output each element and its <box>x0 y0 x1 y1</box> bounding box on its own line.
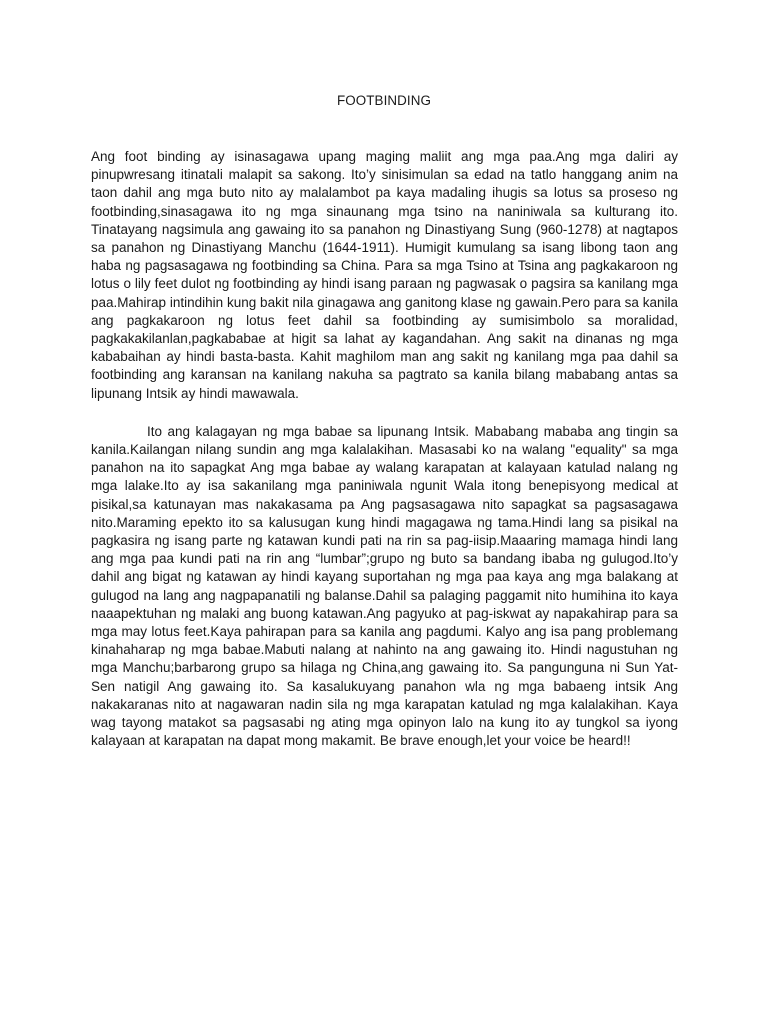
document-body <box>91 148 678 751</box>
document-title: FOOTBINDING <box>336 93 432 108</box>
paragraph-1: Ang foot binding ay isinasagawa upang maging maliit ang mga paa.Ang mga daliri ay pinupwresang itinatali malapit sa sakong. Ito’y sinisimulan sa edad na tatlo hanggang anim na taon dahil ang mga buto nito ay malalambot pa kaya madaling ihugis sa lotus sa proseso ng footbinding,sinasagawa ito ng mga sinaunang mga tsino na naniniwala sa kulturang ito. Tinatayang nagsimula ang gawaing ito sa panahon ng Dinastiyang Sung (960-1278) at nagtapos sa panahon ng Dinastiyang Manchu (1644-1911). Humigit kumulang sa isang libong taon ang haba ng pagsasagawa ng footbinding sa China. Para sa mga Tsino at Tsina ang pagkakaroon ng lotus o lily feet dulot ng footbinding ay hindi isang paraan ng pagwasak o pagsira sa kanilang mga paa.Mahirap intindihin kung bakit nila ginagawa ang ganitong klase ng gawain.Pero para sa kanila ang pagkakaroon ng lotus feet dahil sa footbinding ay sumisimbolo sa moralidad, pagkakakilanlan,pagkababae at higit sa lahat ay kagandahan. Ang sakit na dinanas ng mga kababaihan ay hindi basta-basta. Kahit maghilom man ang sakit ng kanilang mga paa dahil sa footbinding ang karansan na kanilang nakuha sa pagtrato sa kanila bilang mababang antas sa lipunang Intsik ay hindi mawawala. <box>91 149 678 401</box>
paragraph-2: Ito ang kalagayan ng mga babae sa lipunang Intsik. Mababang mababa ang tingin sa kanila.Kailangan nilang sundin ang mga kalalakihan. Masasabi ko na walang "equality" sa mga panahon na ito sapagkat Ang mga babae ay walang karapatan at kalayaan katulad nalang ng mga lalake.Ito ay isa sakanilang mga paniniwala ngunit Wala itong benepisyong medical at pisikal,sa katunayan mas nakakasama pa Ang pagsasagawa nito sapagkat sa pagsasagawa nito.Maraming epekto ito sa kalusugan kung hindi magagawa ng tama.Hindi lang sa pisikal na pagkasira ng isang parte ng katawan kundi pati na rin sa pag-iisip.Maaaring mamaga hindi lang ang mga paa kundi pati na rin ang “lumbar”;grupo ng buto sa bandang ibaba ng gulugod.Ito’y dahil ang bigat ng katawan ay hindi kayang suportahan ng mga paa kaya ang mga balakang at gulugod na lang ang nagpapanatili ng balanse.Dahil sa palaging paggamit nito humihina ito kaya naaapektuhan ng malaki ang buong katawan.Ang pagyuko at pag-iskwat ay napakahirap para sa mga may lotus feet.Kaya pahirapan para sa kanila ang pagdumi. Kalyo ang isa pang problemang kinahaharap ng mga babae.Mabuti nalang at nahinto na ang gawaing ito. Hindi nagustuhan ng mga Manchu;barbarong grupo sa hilaga ng China,ang gawaing ito. Sa pangunguna ni Sun Yat-Sen natigil Ang gawaing ito. Sa kasalukuyang panahon wla ng mga babaeng intsik Ang nakakaranas nito at nagawaran nadin sila ng mga karapatan katulad ng mga kalalakihan. Kaya wag tayong matakot sa pagsasabi ng ating mga opinyon lalo na kung ito ay tungkol sa iyong kalayaan at karapatan na dapat mong makamit. Be brave enough,let your voice be heard!! <box>91 423 678 749</box>
